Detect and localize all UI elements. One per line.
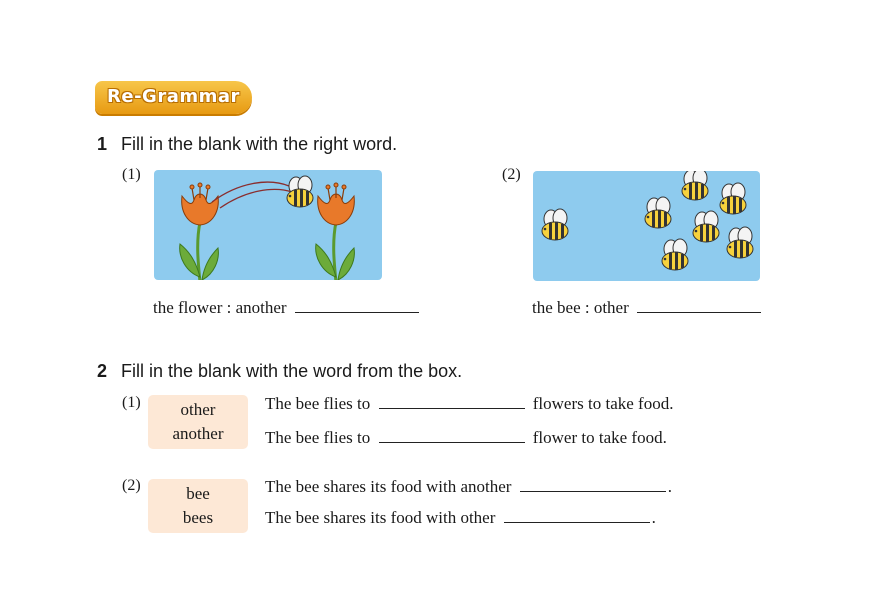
q1-item-2-label: (2)	[502, 166, 521, 183]
q2-item-1-label: (1)	[122, 394, 141, 411]
q2-item-1-sentence-1	[265, 394, 673, 414]
q1-item-1-label: (1)	[122, 166, 141, 183]
bees-illustration-svg	[533, 171, 760, 281]
flowers-and-bee-illustration	[154, 170, 382, 280]
sentence-before: The bee shares its food with other	[265, 508, 496, 527]
q2-item-2-sentence-2	[265, 508, 656, 528]
sentence-after: flower to take food.	[532, 428, 667, 447]
q1-item-2-blank[interactable]	[637, 311, 761, 313]
sentence-before: The bee shares its food with another	[265, 477, 512, 496]
sentence-after: .	[651, 508, 656, 527]
bees-illustration	[533, 171, 760, 281]
flowers-illustration-svg	[154, 170, 382, 280]
badge-label: Re-Grammar	[107, 86, 240, 107]
q2-item-2-blank-1[interactable]	[520, 490, 666, 492]
q2-item-2-word-box	[148, 479, 248, 533]
word-box-option: another	[172, 424, 224, 443]
sentence-before: The bee flies to	[265, 394, 371, 413]
q2-item-1-word-box	[148, 395, 248, 449]
question-2-number: 2	[97, 361, 108, 381]
q2-item-2-blank-2[interactable]	[504, 521, 650, 523]
sentence-after: flowers to take food.	[532, 394, 674, 413]
question-2-instruction: Fill in the blank with the word from the box.	[121, 361, 463, 381]
sentence-after: .	[667, 477, 672, 496]
q1-item-1-line	[153, 298, 419, 318]
q1-item-1-blank[interactable]	[295, 311, 419, 313]
q2-item-1-blank-2[interactable]	[379, 441, 525, 443]
q1-item-1-prompt: the flower : another	[153, 298, 287, 317]
q2-item-1-sentence-2	[265, 428, 667, 448]
q1-item-2-prompt: the bee : other	[532, 298, 629, 317]
word-box-option: bees	[182, 508, 214, 527]
word-box-option: bee	[186, 484, 210, 503]
q2-item-2-label: (2)	[122, 477, 141, 494]
q1-item-2-line	[532, 298, 761, 318]
question-1-number: 1	[97, 134, 108, 154]
question-1-instruction: Fill in the blank with the right word.	[121, 134, 398, 154]
q2-item-1-blank-1[interactable]	[379, 407, 525, 409]
sentence-before: The bee flies to	[265, 428, 371, 447]
q2-item-2-sentence-1	[265, 477, 672, 497]
word-box-option: other	[180, 400, 216, 419]
section-badge	[95, 81, 252, 114]
